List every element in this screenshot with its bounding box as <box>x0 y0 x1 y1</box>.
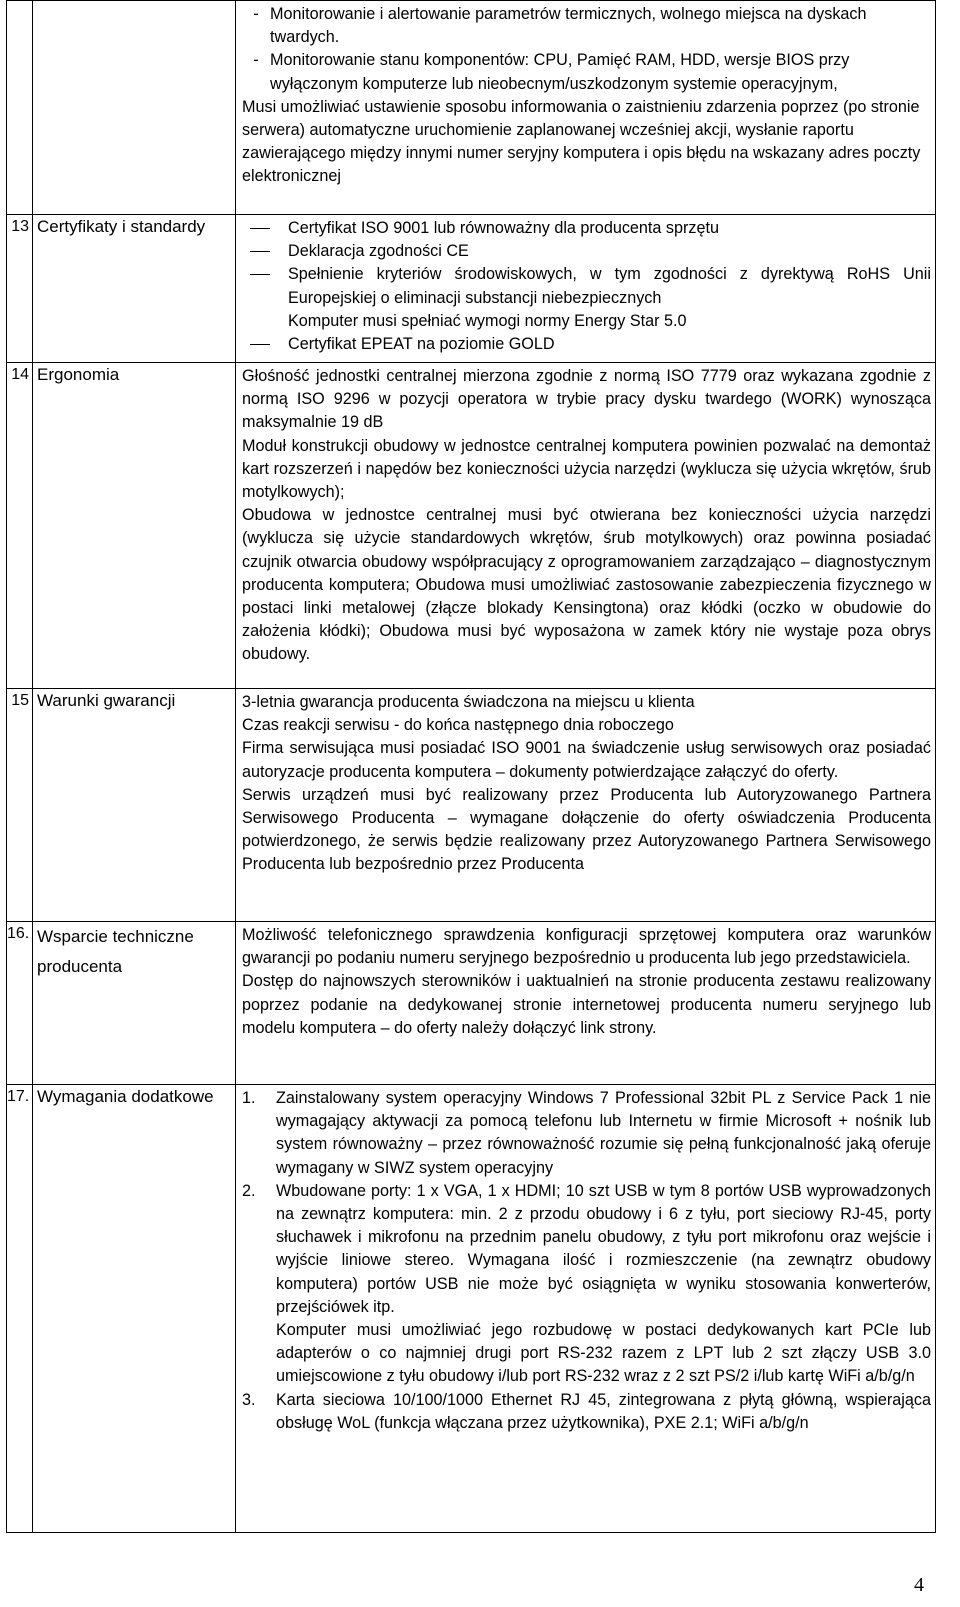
list-item: Spełnienie kryteriów środowiskowych, w tym zgodności z dyrektywą RoHS Unii Europejskiej o eliminacji substancji niebezpiecznych <box>242 263 931 309</box>
row-description <box>236 1 936 215</box>
spec-table <box>6 0 936 1533</box>
list-item: Deklaracja zgodności CE <box>242 240 931 263</box>
row-name: Wsparcie techniczne producenta <box>33 922 236 1085</box>
paragraph: Komputer musi umożliwiać jego rozbudowę w postaci dedykowanych kart PCIe lub adapterów o co najmniej drugi port RS-232 razem z LPT lub 2 szt złączy USB 3.0 umiejscowione z tyłu obudowy i/lub port RS-232 wraz z 2 szt PS/2 i/lub kartę WiFi a/b/g/n <box>276 1321 931 1386</box>
paragraph: Firma serwisująca musi posiadać ISO 9001 na świadczenie usług serwisowych oraz posiadać autoryzacje producenta komputera – dokumenty potwierdzające załączyć do oferty. <box>242 739 931 781</box>
row-description <box>236 689 936 922</box>
list-item: 1. Zainstalowany system operacyjny Windows 7 Professional 32bit PL z Service Pack 1 nie wymagający aktywacji za pomocą telefonu lub Internetu w firmie Microsoft + nośnik lub system równoważny – przez równoważność rozumie się pełną funkcjonalność jaką oferuje wymagany w SIWZ system operacyjny <box>242 1089 931 1177</box>
row-number: 14 <box>7 363 33 689</box>
paragraph: Możliwość telefonicznego sprawdzenia konfiguracji sprzętowej komputera oraz warunków gwarancji po podaniu numeru seryjnego bezpośrednio u producenta lub jego przedstawiciela. <box>242 926 931 968</box>
table-row <box>7 689 936 922</box>
table-row <box>7 1 936 215</box>
table-row <box>7 363 936 689</box>
row-description <box>236 1085 936 1533</box>
page-number: 4 <box>914 1574 924 1596</box>
row-description <box>236 363 936 689</box>
row-name <box>33 1 236 215</box>
paragraph: Musi umożliwiać ustawienie sposobu informowania o zaistnieniu zdarzenia poprzez (po stronie serwera) automatyczne uruchomienie zaplanowanej wcześniej akcji, wysłanie raportu zawierającego między innymi numer seryjny komputera i opis błędu na wskazany adres poczty elektronicznej <box>242 97 921 186</box>
paragraph: Czas reakcji serwisu - do końca następnego dnia roboczego <box>242 716 674 735</box>
dash-bullet <box>242 333 288 356</box>
table-row <box>7 215 936 363</box>
table-row <box>7 1085 936 1533</box>
row-number <box>7 1 33 215</box>
row-name: Certyfikaty i standardy <box>33 215 236 363</box>
paragraph: Dostęp do najnowszych sterowników i uaktualnień na stronie producenta zestawu realizowany poprzez podanie na dedykowanej stronie internetowej producenta numeru seryjnego lub modelu komputera – do oferty należy dołączyć link strony. <box>242 972 931 1037</box>
list-item: Certyfikat ISO 9001 lub równoważny dla producenta sprzętu <box>242 217 931 240</box>
dash-bullet <box>242 217 288 240</box>
row-number: 17. <box>7 1085 33 1533</box>
row-name: Ergonomia <box>33 363 236 689</box>
row-number: 15 <box>7 689 33 922</box>
table-row <box>7 922 936 1085</box>
list-item: - Monitorowanie stanu komponentów: CPU, Pamięć RAM, HDD, wersje BIOS przy wyłączonym komputerze lub nieobecnym/uszkodzonym systemie operacyjnym, <box>253 51 850 93</box>
paragraph: Obudowa w jednostce centralnej musi być otwierana bez konieczności użycia narzędzi (wyklucza się użycie standardowych wkrętów, śrub motylkowych) oraz powinna posiadać czujnik otwarcia obudowy współpracujący z oprogramowaniem zarządzająco – diagnostycznym producenta komputera; Obudowa musi umożliwiać zastosowanie zabezpieczenia fizycznego w postaci linki metalowej (złącze blokady Kensingtona) oraz kłódki (oczko w obudowie do założenia kłódki); Obudowa musi być wyposażona w zamek który nie wystaje poza obrys obudowy. <box>242 506 931 664</box>
row-name: Wymagania dodatkowe <box>33 1085 236 1533</box>
paragraph: Serwis urządzeń musi być realizowany przez Producenta lub Autoryzowanego Partnera Serwisowego Producenta – wymagane dołączenie do oferty oświadczenia Producenta potwierdzonego, że serwis będzie realizowany przez Autoryzowanego Partnera Serwisowego Producenta lub bezpośrednio przez Producenta <box>242 785 931 874</box>
list-item: 3. Karta sieciowa 10/100/1000 Ethernet RJ 45, zintegrowana z płytą główną, wspierająca obsługę WoL (funkcja włączana przez użytkownika), PXE 2.1; WiFi a/b/g/n <box>242 1390 931 1432</box>
paragraph: Głośność jednostki centralnej mierzona zgodnie z normą ISO 7779 oraz wykazana zgodnie z normą ISO 9296 w pozycji operatora w trybie pracy dysku twardego (WORK) wynosząca maksymalnie 19 dB <box>242 367 931 432</box>
row-number: 13 <box>7 215 33 363</box>
dash-bullet <box>242 263 288 309</box>
row-number: 16. <box>7 922 33 1085</box>
paragraph: Moduł konstrukcji obudowy w jednostce centralnej komputera powinien pozwalać na demontaż kart rozszerzeń i napędów bez konieczności użycia narzędzi (wyklucza się użycia wkrętów, śrub motylkowych); <box>242 436 931 502</box>
paragraph: 3-letnia gwarancja producenta świadczona na miejscu u klienta <box>242 693 695 711</box>
row-name: Warunki gwarancji <box>33 689 236 922</box>
paragraph: Komputer musi spełniać wymogi normy Energy Star 5.0 <box>288 311 687 330</box>
list-item: Certyfikat EPEAT na poziomie GOLD <box>242 333 931 356</box>
dash-bullet <box>242 240 288 263</box>
row-description <box>236 922 936 1085</box>
list-item: - Monitorowanie i alertowanie parametrów termicznych, wolnego miejsca na dyskach twardych. <box>253 5 867 47</box>
row-description <box>236 215 936 363</box>
list-item: 2. Wbudowane porty: 1 x VGA, 1 x HDMI; 10 szt USB w tym 8 portów USB wyprowadzonych na zewnątrz komputera: min. 2 z przodu obudowy i 6 z tyłu, port sieciowy RJ-45, porty słuchawek i mikrofonu na przednim panelu obudowy, z tyłu port mikrofonu oraz wejście i wyjście liniowe stereo. Wymagana ilość i rozmieszczenie (na zewnątrz obudowy komputera) portów USB nie może być osiągnięta w wyniku stosowania konwerterów, przejściówek itp. <box>242 1181 931 1316</box>
